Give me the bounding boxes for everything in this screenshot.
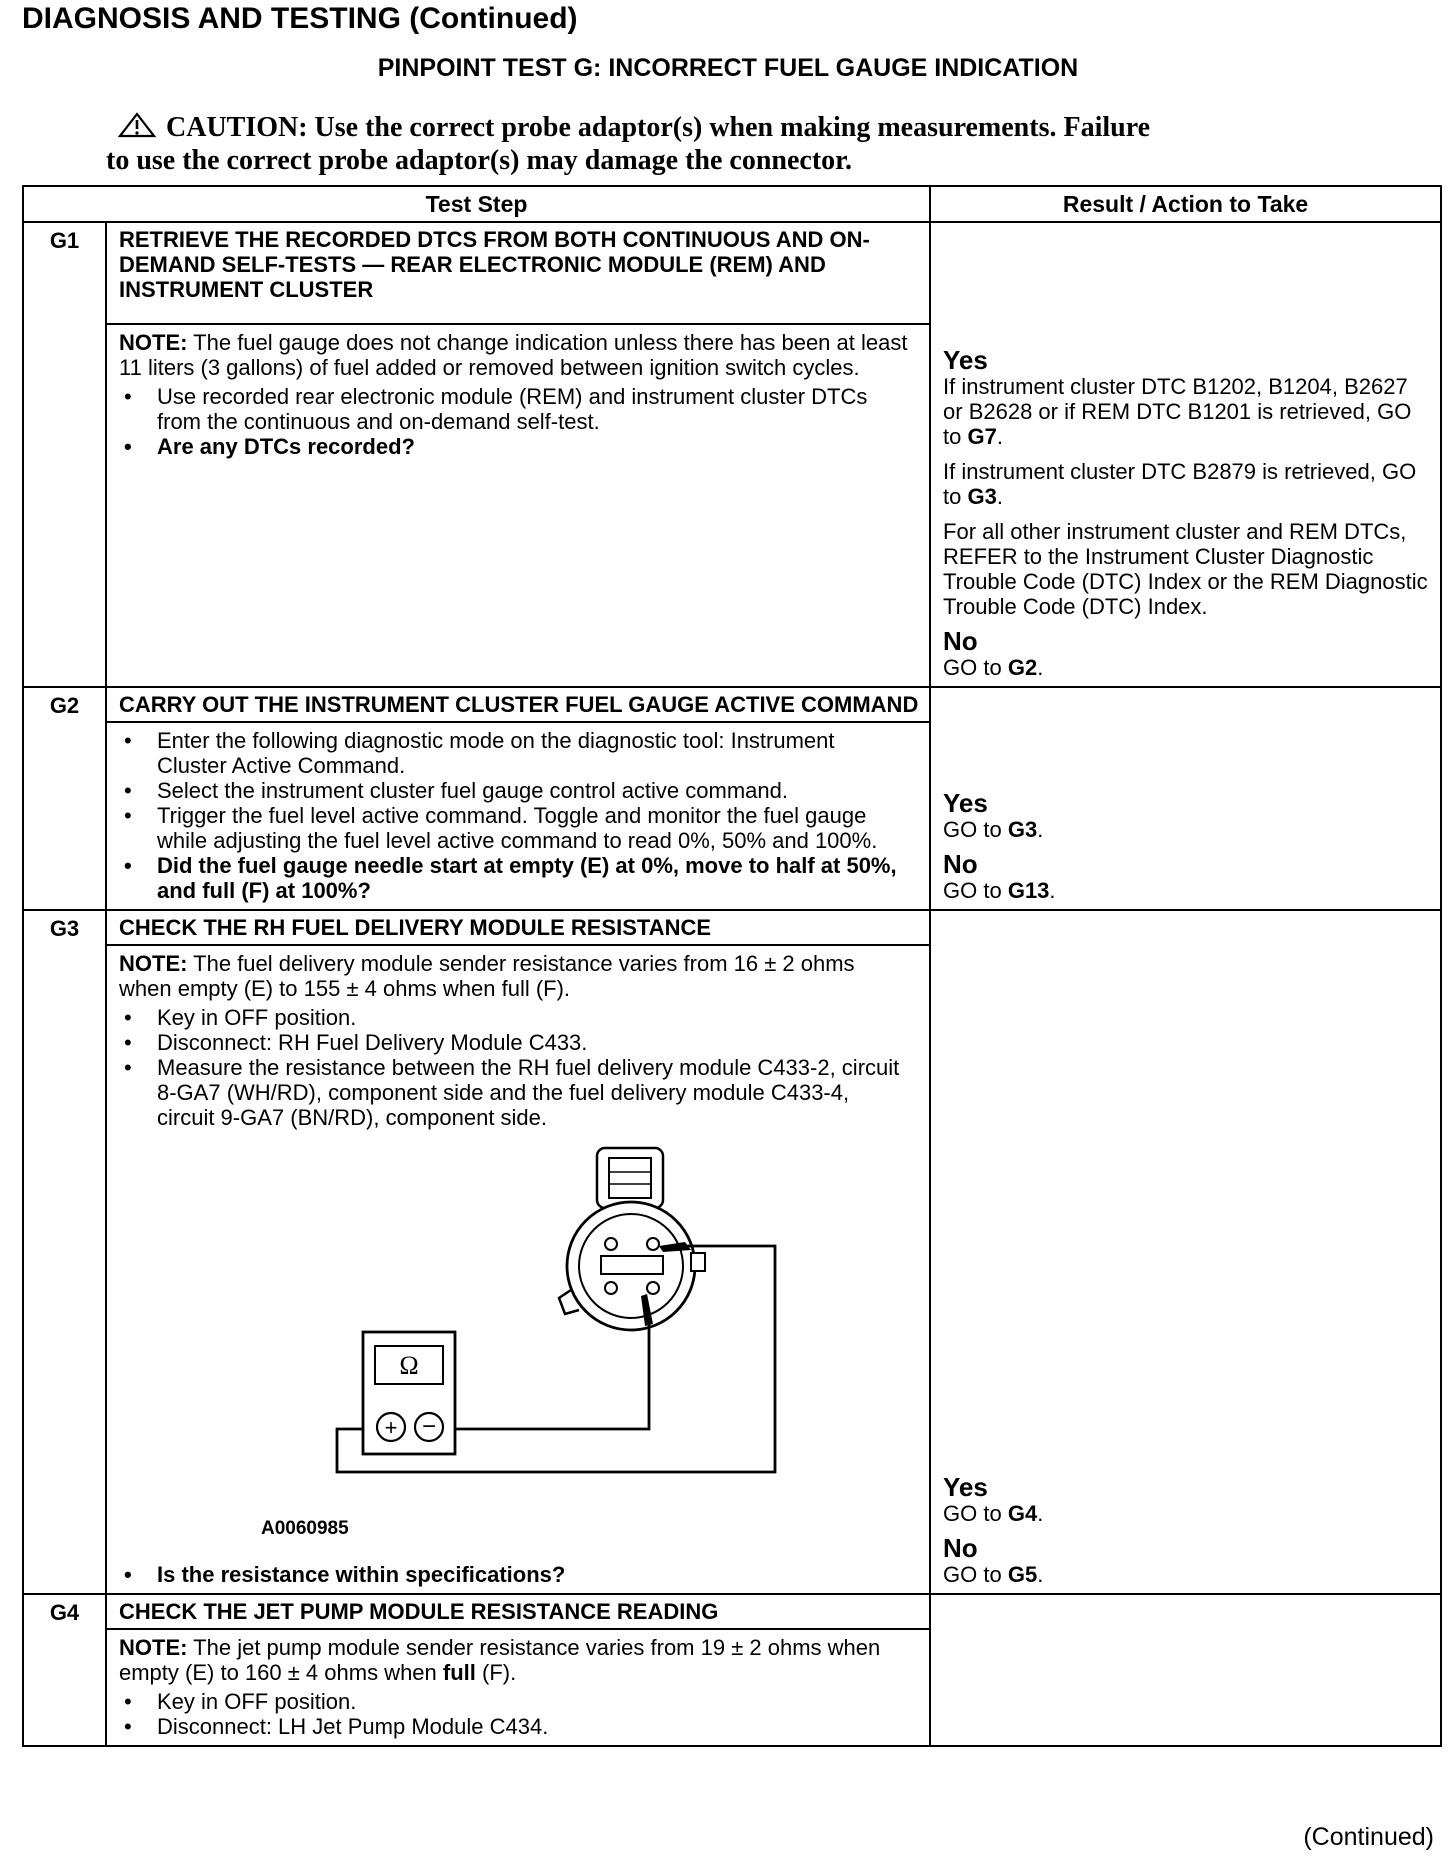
result-no-label: No: [943, 626, 978, 656]
step-bullet: • Disconnect: RH Fuel Delivery Module C433.: [119, 1030, 909, 1055]
result-g1-yes-para-3: For all other instrument cluster and REM DTCs, REFER to the Instrument Cluster Diagnostic Trouble Code (DTC) Index or the REM Diagnostic Trouble Code (DTC) Index.: [943, 519, 1428, 619]
step-id-g2: G2: [23, 687, 106, 910]
step-g4-title-row: [23, 1594, 1441, 1629]
result-g1-no-action: GO to G2.: [943, 655, 1044, 680]
step-title-g1: RETRIEVE THE RECORDED DTCS FROM BOTH CONTINUOUS AND ON-DEMAND SELF-TESTS — REAR ELECTRONIC MODULE (REM) AND INSTRUMENT CLUSTER: [106, 222, 930, 324]
caution-text-2: to use the correct probe adaptor(s) may damage the connector.: [106, 145, 853, 176]
step-bullet: • Measure the resistance between the RH fuel delivery module C433-2, circuit 8-GA7 (WH/RD), component side and the fuel delivery module C433-4, circuit 9-GA7 (BN/RD), component side.: [119, 1055, 909, 1130]
result-g1: [930, 222, 1441, 687]
step-title-g4: CHECK THE JET PUMP MODULE RESISTANCE READING: [106, 1594, 930, 1629]
result-g4: [930, 1594, 1441, 1746]
warning-triangle-icon: [118, 112, 156, 145]
resistance-measurement-diagram: [119, 1138, 909, 1558]
step-title-g2: CARRY OUT THE INSTRUMENT CLUSTER FUEL GAUGE ACTIVE COMMAND: [106, 687, 930, 722]
pinpoint-test-table: [22, 185, 1442, 1747]
note-g4: NOTE: The jet pump module sender resistance varies from 19 ± 2 ohms when empty (E) to 160 ± 4 ohms when full (F).: [119, 1635, 881, 1685]
step-title-g3: CHECK THE RH FUEL DELIVERY MODULE RESISTANCE: [106, 910, 930, 945]
step-g1-title-row: [23, 222, 1441, 324]
ohm-symbol: Ω: [399, 1351, 419, 1380]
note-g3: NOTE: The fuel delivery module sender resistance varies from 16 ± 2 ohms when empty (E) to 155 ± 4 ohms when full (F).: [119, 951, 855, 1001]
result-g1-yes-para-2: If instrument cluster DTC B2879 is retrieved, GO to G3.: [943, 459, 1417, 509]
continued-label: (Continued): [1303, 1823, 1434, 1851]
result-g2-no-action: GO to G13.: [943, 878, 1056, 903]
step-id-g3: G3: [23, 910, 106, 1594]
step-g3-title-row: [23, 910, 1441, 945]
step-question: • Did the fuel gauge needle start at empty (E) at 0%, move to half at 50%, and full (F) at 100%?: [119, 853, 909, 903]
caution-notice: [106, 112, 1366, 176]
result-g3: [930, 910, 1441, 1594]
step-id-g4: G4: [23, 1594, 106, 1746]
svg-text:+: +: [384, 1415, 398, 1440]
result-yes-label: Yes: [943, 788, 988, 818]
step-body-g1: [106, 324, 930, 687]
step-bullet: • Enter the following diagnostic mode on the diagnostic tool: Instrument Cluster Active Command.: [119, 728, 909, 778]
result-g2-yes-action: GO to G3.: [943, 817, 1044, 842]
multimeter-connector-illustration: [239, 1138, 799, 1498]
result-g1-yes-para-1: If instrument cluster DTC B1202, B1204, B2627 or B2628 or if REM DTC B1201 is retrieved, GO to G7.: [943, 374, 1412, 449]
result-yes-label: Yes: [943, 1472, 988, 1502]
section-title: DIAGNOSIS AND TESTING (Continued): [22, 2, 578, 35]
step-bullet: • Key in OFF position.: [119, 1005, 909, 1030]
note-g1: NOTE: The fuel gauge does not change indication unless there has been at least 11 liters (3 gallons) of fuel added or removed between ignition switch cycles.: [119, 330, 908, 380]
step-g2-title-row: [23, 687, 1441, 722]
result-yes-label: Yes: [943, 345, 988, 375]
step-body-g4: [106, 1629, 930, 1746]
step-body-g3: [106, 945, 930, 1594]
step-bullet: • Use recorded rear electronic module (REM) and instrument cluster DTCs from the continuous and on-demand self-test.: [119, 384, 909, 434]
column-header-result: Result / Action to Take: [930, 186, 1441, 222]
result-g3-no-action: GO to G5.: [943, 1562, 1044, 1587]
step-body-g2: [106, 722, 930, 910]
caution-text-1: CAUTION: Use the correct probe adaptor(s) when making measurements. Failure: [166, 112, 1151, 143]
step-bullet: • Key in OFF position.: [119, 1689, 909, 1714]
result-g2: [930, 687, 1441, 910]
figure-id: A0060985: [261, 1518, 349, 1539]
result-g3-yes-action: GO to G4.: [943, 1501, 1044, 1526]
step-question: • Are any DTCs recorded?: [119, 434, 909, 459]
result-no-label: No: [943, 849, 978, 879]
step-id-g1: G1: [23, 222, 106, 687]
pinpoint-test-title: PINPOINT TEST G: INCORRECT FUEL GAUGE INDICATION: [377, 54, 1079, 82]
result-no-label: No: [943, 1533, 978, 1563]
step-question: • Is the resistance within specifications?: [119, 1562, 909, 1587]
column-header-test-step: Test Step: [23, 186, 930, 222]
step-bullet: • Select the instrument cluster fuel gauge control active command.: [119, 778, 909, 803]
svg-text:−: −: [421, 1413, 437, 1440]
connector-tab-inner: [609, 1158, 651, 1198]
step-bullet: • Disconnect: LH Jet Pump Module C434.: [119, 1714, 909, 1739]
step-bullet: • Trigger the fuel level active command. Toggle and monitor the fuel gauge while adjusting the fuel level active command to read 0%, 50% and 100%.: [119, 803, 909, 853]
table-header-row: [23, 186, 1441, 222]
